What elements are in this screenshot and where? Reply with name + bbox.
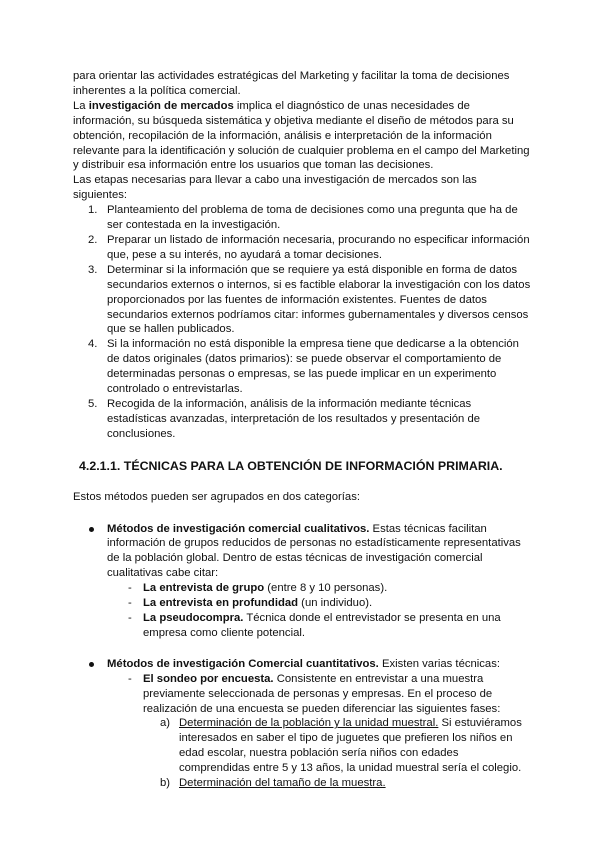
list-item-survey: - El sondeo por encuesta. Consistente en entrevistar a una muestra previamente seleccionada de personas y empresas. En el proceso de realización de una encuesta se pueden diferenciar las siguientes fases: a) Determinación de la población y la unidad muestral. Si estuviéramos interesados en saber el tipo de juguetes que prefieren los niños en edad escolar, nuestra población sería niños con edades comprendidas entre 5 y 13 años, la unidad muestral sería el colegio. b) Determinación del tamaño de la muestra. (107, 672, 531, 791)
list-number: 4. (88, 338, 98, 351)
bullet-quantitative-methods: Métodos de investigación Comercial cuantitativos. Existen varias técnicas: - El sondeo por encuesta. Consistente en entrevistar a una muestra previamente seleccionada de personas y empresas. En el proceso de realización de una encuesta se pueden diferenciar las siguientes fases: a) Determinación de la población y la unidad muestral. Si estuviéramos interesados en saber el tipo de juguetes que prefieren los niños en edad escolar, nuestra población sería niños con edades comprendidas entre 5 y 13 años, la unidad muestral sería el colegio. b) Determinación del tamaño de la muestra. (73, 657, 531, 791)
document-body (73, 69, 531, 791)
list-item: 2. Preparar un listado de información necesaria, procurando no especificar información que, pese a su interés, no ayudará a tomar decisiones. (88, 233, 530, 261)
list-item: 1. Planteamiento del problema de toma de decisiones como una pregunta que ha de ser contestada en la investigación. (88, 204, 518, 232)
list-item: - La entrevista en profundidad (un individuo). (128, 597, 373, 610)
list-number: 5. (88, 397, 98, 410)
list-number: 2. (88, 233, 98, 246)
dash-marker: - (128, 582, 132, 595)
qualitative-title: Métodos de investigación comercial cualitativos. (107, 522, 370, 535)
list-item: - La entrevista de grupo (entre 8 y 10 personas). (128, 582, 388, 595)
letter-marker: b) (160, 777, 171, 790)
list-item: 4. Si la información no está disponible la empresa tiene que dedicarse a la obtención de datos originales (datos primarios): se puede observar el comportamiento de determinadas personas o empresas, se las puede implicar en un experimento controlado o entrevistarlas. (88, 338, 519, 396)
dash-marker: - (128, 597, 132, 610)
list-number: 1. (88, 204, 98, 217)
section-intro: Estos métodos pueden ser agrupados en dos categorías: (73, 490, 361, 503)
paragraph-market-research-definition: La investigación de mercados implica el diagnóstico de unas necesidades de información, su búsqueda sistemática y objetiva mediante el diseño de métodos para su obtención, recopilación de la información, análisis e interpretación de la información relevante para la identificación y solución de cualquier problema en el campo del Marketing y distribuir esa información entre los usuarios que toman las decisiones. (73, 99, 530, 172)
bullet-icon (89, 662, 94, 667)
list-item: 3. Determinar si la información que se requiere ya está disponible en forma de datos secundarios externos o internos, si es factible elaborar la investigación con los datos proporcionados por las fuentes de información existentes. Fuentes de datos secundarios externos podríamos citar: informes gubernamentales y diversos censos que se hallen publicados. (88, 263, 531, 336)
letter-marker: a) (160, 717, 171, 730)
bullet-qualitative-methods: Métodos de investigación comercial cualitativos. Estas técnicas facilitan información de grupos reducidos de personas no estadísticamente representativas de la población global. Dentro de estas técnicas de investigación comercial cualitativas cabe citar: - La entrevista de grupo (entre 8 y 10 personas). - La entrevista en profundidad (un individuo). - La pseudocompra. Técnica donde el entrevistador se presenta en una empresa como cliente potencial. (73, 522, 531, 641)
dash-marker: - (128, 612, 132, 624)
bullet-icon (89, 527, 94, 532)
list-item: a) Determinación de la población y la unidad muestral. Si estuviéramos interesados en saber el tipo de juguetes que prefieren los niños en edad escolar, nuestra población sería niños con edades comprendidas entre 5 y 13 años, la unidad muestral sería el colegio. (160, 717, 522, 775)
paragraph-intro-continuation: para orientar las actividades estratégicas del Marketing y facilitar la toma de decisiones inherentes a la política comercial. (73, 70, 510, 97)
section-heading: 4.2.1.1. TÉCNICAS PARA LA OBTENCIÓN DE INFORMACIÓN PRIMARIA. (79, 458, 503, 473)
term-market-research: investigación de mercados (88, 99, 234, 112)
paragraph-stages-intro: Las etapas necesarias para llevar a cabo una investigación de mercados son las siguientes: (73, 174, 477, 202)
dash-marker: - (128, 672, 132, 685)
list-item: b) Determinación del tamaño de la muestra. (160, 777, 386, 790)
list-item: 5. Recogida de la información, análisis de la información mediante técnicas estadísticas avanzadas, interpretación de los resultados y presentación de conclusiones. (88, 397, 481, 440)
quantitative-title: Métodos de investigación Comercial cuantitativos. (107, 657, 379, 670)
list-number: 3. (88, 263, 98, 276)
list-item: - La pseudocompra. Técnica donde el entrevistador se presenta en una empresa como cliente potencial. (128, 612, 501, 639)
stages-list (73, 203, 531, 442)
